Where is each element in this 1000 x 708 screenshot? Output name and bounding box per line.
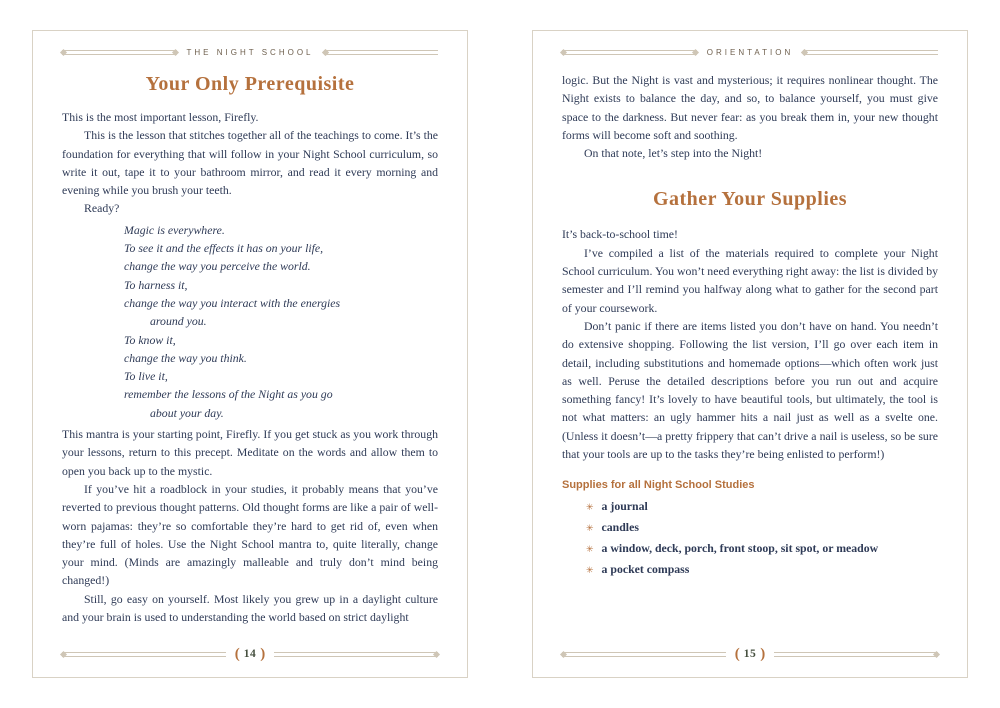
paren-ornament-icon: ( xyxy=(734,646,740,662)
header-rule-left-icon xyxy=(62,50,177,55)
list-item xyxy=(586,560,938,581)
list-item xyxy=(586,539,938,560)
mantra-line: To live it, xyxy=(124,369,168,384)
right-page-footer xyxy=(562,647,938,661)
paragraph: This is the most important lesson, Firefly. xyxy=(62,110,259,124)
mantra-line: change the way you perceive the world. xyxy=(124,259,311,274)
mantra-block xyxy=(124,221,438,422)
paragraph: This is the lesson that stitches together all of the teachings to come. It’s the foundation for everything that will follow in your Night School curriculum, so write it out, tape it to your bathroom mirror, and read it every morning and evening while you brush your teeth. xyxy=(62,128,438,198)
page-number-value: 15 xyxy=(743,648,757,660)
mantra-line: around you. xyxy=(150,314,207,329)
list-item-label: candles xyxy=(601,520,639,535)
left-running-head xyxy=(62,45,438,59)
diamond-ornament-icon xyxy=(560,48,567,55)
right-running-head xyxy=(562,45,938,59)
list-item xyxy=(586,497,938,518)
mantra-line: change the way you think. xyxy=(124,350,247,365)
asterisk-bullet-icon: ✳ xyxy=(586,566,594,577)
running-head-text: ORIENTATION xyxy=(706,47,794,57)
paren-ornament-icon: ) xyxy=(760,646,766,662)
paragraph: Don’t panic if there are items listed you don’t have on hand. You needn’t do extensive shopping. Following the list version, I’ll go over each item in detail, including substitutions and homemade options—which often work just as well. Peruse the detailed descriptions before you run out and acquire something fancy! It’s lovely to have beautiful tools, but ultimately, the tool is not what matters: an ugly hammer hits a nail just as well as a svelte one. (Unless it doesn’t—a pretty frippery that can’t drive a nail is useless, so be sure that your tools are up to the tasks they’re being enlisted to perform!) xyxy=(562,318,938,462)
footer-rule-left-icon xyxy=(62,652,226,657)
mantra-line: about your day. xyxy=(150,405,224,420)
asterisk-bullet-icon: ✳ xyxy=(586,524,594,535)
diamond-ornament-icon xyxy=(60,48,67,55)
mantra-line: remember the lessons of the Night as you go xyxy=(124,387,333,402)
section-title: Gather Your Supplies xyxy=(652,188,848,211)
page-number-right xyxy=(735,647,766,661)
list-item-label: a journal xyxy=(601,499,648,514)
paragraph: If you’ve hit a roadblock in your studies, it probably means that you’ve reverted to previous thought patterns. Old thought forms are like a pair of well-worn pajamas: they’re so comfortable they’re hard to get rid of, even when they’re full of holes. Use the Night School mantra to, quite literally, change your mind. (Minds are amazingly malleable and truly don’t mind being changed!) xyxy=(62,481,438,588)
list-item-label: a pocket compass xyxy=(601,562,690,577)
paragraph: This mantra is your starting point, Firefly. If you get stuck as you work through your lessons, return to this precept. Meditate on the words and allow them to open you back up to the mystic. xyxy=(62,427,438,478)
footer-rule-right-icon xyxy=(274,652,438,657)
chapter-title: Your Only Prerequisite xyxy=(145,73,355,95)
asterisk-bullet-icon: ✳ xyxy=(586,503,594,514)
paren-ornament-icon: ( xyxy=(234,646,240,662)
diamond-ornament-icon xyxy=(60,650,67,657)
header-rule-right-icon xyxy=(324,50,439,55)
diamond-ornament-icon xyxy=(801,48,808,55)
mantra-line: To know it, xyxy=(124,332,176,347)
mantra-line: change the way you interact with the energies xyxy=(124,295,341,310)
right-page xyxy=(532,30,968,678)
running-head-text: THE NIGHT SCHOOL xyxy=(186,47,314,57)
paragraph: Still, go easy on yourself. Most likely you grew up in a daylight culture and your brain is used to understanding the world based on strict daylight xyxy=(62,591,438,625)
footer-rule-right-icon xyxy=(774,652,938,657)
page-number-value: 14 xyxy=(243,648,257,660)
mantra-line: To see it and the effects it has on your life, xyxy=(124,241,324,256)
diamond-ornament-icon xyxy=(171,48,178,55)
asterisk-bullet-icon: ✳ xyxy=(586,545,594,556)
header-rule-right-icon xyxy=(803,50,938,55)
page-number-left xyxy=(235,647,266,661)
paragraph: It’s back-to-school time! xyxy=(562,227,678,242)
diamond-ornament-icon xyxy=(560,650,567,657)
paragraph: logic. But the Night is vast and mysterious; it requires nonlinear thought. The Night exists to balance the day, and so, to balance yourself, you must give space to the darkness. But never fear: as you break them in, your new thought forms will become soft and soothing. xyxy=(562,73,938,142)
footer-rule-left-icon xyxy=(562,652,726,657)
mantra-line: To harness it, xyxy=(124,277,188,292)
supplies-heading: Supplies for all Night School Studies xyxy=(562,479,755,492)
supplies-list xyxy=(562,497,938,581)
diamond-ornament-icon xyxy=(321,48,328,55)
diamond-ornament-icon xyxy=(692,48,699,55)
diamond-ornament-icon xyxy=(433,650,440,657)
left-page xyxy=(32,30,468,678)
list-item-label: a window, deck, porch, front stoop, sit spot, or meadow xyxy=(601,541,879,556)
left-page-footer xyxy=(62,647,438,661)
paragraph: I’ve compiled a list of the materials required to complete your Night School curriculum. You won’t need everything right away: the list is divided by semester and I’ll remind you halfway along what to gather for the second part of your coursework. xyxy=(562,245,938,315)
header-rule-left-icon xyxy=(562,50,697,55)
list-item xyxy=(586,518,938,539)
paragraph: On that note, let’s step into the Night! xyxy=(584,146,763,161)
mantra-line: Magic is everywhere. xyxy=(124,222,225,237)
paragraph: Ready? xyxy=(84,201,120,216)
paren-ornament-icon: ) xyxy=(260,646,266,662)
diamond-ornament-icon xyxy=(933,650,940,657)
